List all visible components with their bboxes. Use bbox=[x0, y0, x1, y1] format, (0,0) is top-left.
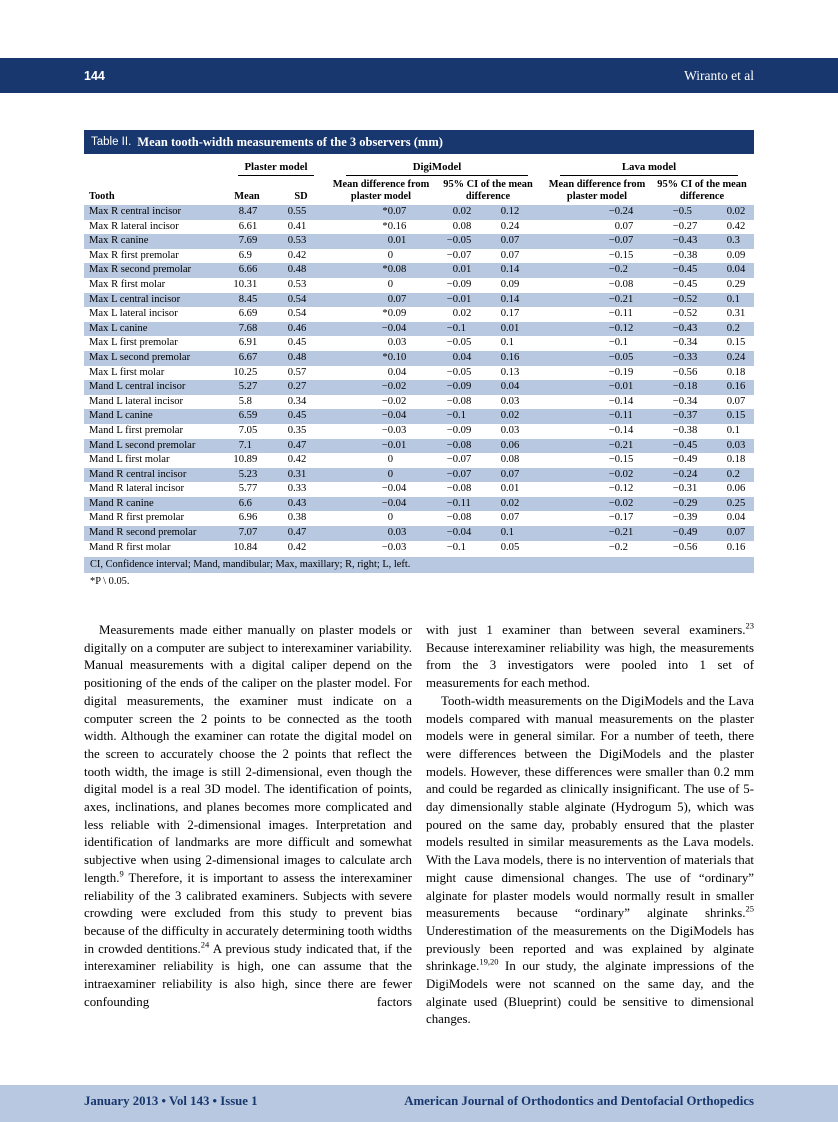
value-cell: −0 .45 bbox=[672, 439, 698, 451]
value-cell: 0 .04 bbox=[726, 264, 746, 276]
tooth-cell: Max L central incisor bbox=[89, 293, 181, 305]
value-cell: 5 .77 bbox=[238, 483, 258, 495]
table-row bbox=[84, 424, 754, 439]
value-cell: 0 .48 bbox=[287, 264, 307, 276]
value-cell: 0 .57 bbox=[287, 366, 307, 378]
value-cell: 0 .07 bbox=[500, 512, 520, 524]
group-rule bbox=[560, 175, 738, 176]
journal-footer bbox=[0, 1085, 838, 1122]
value-cell: −0 .29 bbox=[672, 497, 698, 509]
table-row bbox=[84, 278, 754, 293]
value-cell: 0 .08 bbox=[452, 220, 472, 232]
value-cell: 0 .12 bbox=[500, 206, 520, 217]
value-cell: 0 .03 bbox=[726, 439, 746, 451]
value-cell: 0 .06 bbox=[726, 483, 746, 495]
value-cell: 0 .01 bbox=[500, 483, 520, 495]
table-row bbox=[84, 511, 754, 526]
value-cell: 0 .01 bbox=[452, 264, 472, 276]
value-cell: 0 .02 bbox=[452, 308, 472, 320]
value-cell: −0 .02 bbox=[608, 468, 634, 480]
journal-name: American Journal of Orthodontics and Dentofacial Orthopedics bbox=[404, 1094, 754, 1108]
tooth-cell: Mand R first molar bbox=[89, 541, 171, 553]
column-header-tooth: Tooth bbox=[89, 190, 115, 202]
value-cell: 0 .1 bbox=[500, 527, 514, 539]
paragraph: with just 1 examiner than between several examiners.$^{23}$ Because interexaminer reliability was high, the measurements from the 3 investigators were pooled into 1 set of measurements for each method. bbox=[426, 620, 754, 691]
value-cell: 7 .07 bbox=[238, 527, 258, 539]
value-cell: 0 .24 bbox=[500, 220, 520, 232]
value-cell: 0 .1 bbox=[500, 337, 514, 349]
value-cell: −0 .01 bbox=[608, 381, 634, 393]
tooth-cell: Mand R central incisor bbox=[89, 468, 187, 480]
group-spacer bbox=[84, 161, 222, 176]
value-cell: 7 .05 bbox=[238, 424, 258, 436]
value-cell: −0 .07 bbox=[608, 235, 634, 247]
value-cell: 0 .34 bbox=[287, 395, 307, 407]
value-cell: −0 .21 bbox=[608, 439, 634, 451]
table-2-section bbox=[84, 130, 754, 587]
value-cell: 6 .66 bbox=[238, 264, 258, 276]
table-body bbox=[84, 205, 754, 555]
value-cell: 0 .03 bbox=[500, 395, 520, 407]
value-cell: 10 .31 bbox=[233, 278, 258, 290]
value-cell: 0 .04 bbox=[452, 351, 472, 363]
value-cell: −0 .11 bbox=[446, 497, 471, 509]
value-cell: 7 .69 bbox=[238, 235, 258, 247]
table-row bbox=[84, 351, 754, 366]
value-cell: −0 .12 bbox=[608, 322, 634, 334]
value-cell: 0 .42 bbox=[287, 454, 307, 466]
value-cell: −0 .12 bbox=[608, 483, 634, 495]
value-cell: 0 .01 bbox=[500, 322, 520, 334]
value-cell: *0 .08 bbox=[382, 264, 407, 276]
table-row bbox=[84, 526, 754, 541]
value-cell: −0 .49 bbox=[672, 454, 698, 466]
value-cell: 0 .07 bbox=[726, 395, 746, 407]
value-cell: 0 .41 bbox=[287, 220, 307, 232]
table-row bbox=[84, 263, 754, 278]
value-cell: 0 .07 bbox=[726, 527, 746, 539]
value-cell: −0 .04 bbox=[381, 322, 407, 334]
value-cell: −0 .49 bbox=[672, 527, 698, 539]
paragraph: Tooth-width measurements on the DigiModels and the Lava models compared with manual measurements on the plaster models were in general similar. For a number of teeth, there were differences between the DigiModels and the plaster models. However, these differences were smaller than 0.2 mm and could be regarded as clinically insignificant. The use of 5-day dimensionally stable alginate (Hydrogum 5), which was poured on the same day, probably ensured that the plaster models resulted in similar measurements as the Lava models. With the Lava models, there is no intervention of materials that might cause dimensional changes. The use of “ordinary” alginate for plaster models would normally result in smaller measurements because “ordinary” alginate shrinks.$^{25}$ Underestimation of the measurements on the DigiModels has previously been reported and was explained by alginate shrinkage.$^{19,20}$ In our study, the alginate impressions of the DigiModels were not scanned on the same day, and the alginate used (Blueprint) could be sensitive to dimensional changes. bbox=[426, 693, 754, 1027]
group-plaster-model bbox=[222, 161, 330, 176]
value-cell: −0 .03 bbox=[381, 424, 407, 436]
value-cell: 6 .59 bbox=[238, 410, 258, 422]
table-column-header-row bbox=[84, 179, 754, 205]
value-cell: 0 .2 bbox=[726, 468, 740, 480]
value-cell: −0 .07 bbox=[446, 454, 472, 466]
tooth-cell: Mand R second premolar bbox=[89, 527, 197, 539]
value-cell: 0 .07 bbox=[500, 235, 520, 247]
value-cell: 10 .25 bbox=[233, 366, 258, 378]
value-cell: −0 .1 bbox=[446, 322, 466, 334]
table-row bbox=[84, 307, 754, 322]
value-cell: 0 .2 bbox=[726, 322, 740, 334]
tooth-cell: Max L lateral incisor bbox=[89, 308, 178, 320]
value-cell: −0 .17 bbox=[608, 512, 634, 524]
article-body bbox=[84, 622, 754, 1029]
tooth-cell: Max R first premolar bbox=[89, 249, 179, 261]
table-row bbox=[84, 366, 754, 381]
value-cell: 0 .02 bbox=[726, 206, 746, 217]
table-row bbox=[84, 482, 754, 497]
table-row bbox=[84, 205, 754, 220]
value-cell: 0 bbox=[387, 468, 393, 480]
value-cell: 0 .07 bbox=[500, 249, 520, 261]
value-cell: −0 .24 bbox=[608, 206, 634, 217]
value-cell: −0 .33 bbox=[672, 351, 698, 363]
value-cell: −0 .18 bbox=[672, 381, 698, 393]
table-title-bar bbox=[84, 130, 754, 154]
tooth-cell: Mand L lateral incisor bbox=[89, 395, 184, 407]
table-row bbox=[84, 220, 754, 235]
reference-superscript: 25 bbox=[745, 903, 754, 914]
group-label: DigiModel bbox=[412, 161, 462, 173]
value-cell: 0 .48 bbox=[287, 351, 307, 363]
value-cell: 0 .16 bbox=[500, 351, 520, 363]
value-cell: 0 .53 bbox=[287, 235, 307, 247]
running-authors: Wiranto et al bbox=[684, 67, 754, 83]
value-cell: 0 .47 bbox=[287, 439, 307, 451]
value-cell: −0 .11 bbox=[608, 410, 633, 422]
value-cell: −0 .45 bbox=[672, 264, 698, 276]
table-group-header-row bbox=[84, 154, 754, 176]
value-cell: −0 .56 bbox=[672, 541, 698, 553]
value-cell: 0 .27 bbox=[287, 381, 307, 393]
column-header-lava-mean-diff: Mean difference from plaster model bbox=[548, 179, 646, 202]
value-cell: 0 .06 bbox=[500, 439, 520, 451]
value-cell: −0 .08 bbox=[446, 483, 472, 495]
value-cell: 0 .14 bbox=[500, 293, 520, 305]
value-cell: 0 .46 bbox=[287, 322, 307, 334]
value-cell: 0 .47 bbox=[287, 527, 307, 539]
value-cell: 0 .24 bbox=[726, 351, 746, 363]
table-row bbox=[84, 395, 754, 410]
value-cell: −0 .09 bbox=[446, 381, 472, 393]
tooth-cell: Max L canine bbox=[89, 322, 148, 334]
table-row bbox=[84, 322, 754, 337]
value-cell: −0 .02 bbox=[608, 497, 634, 509]
value-cell: −0 .09 bbox=[446, 424, 472, 436]
value-cell: 6 .91 bbox=[238, 337, 258, 349]
value-cell: 0 .55 bbox=[287, 206, 307, 217]
value-cell: 8 .47 bbox=[238, 206, 258, 217]
value-cell: −0 .38 bbox=[672, 249, 698, 261]
reference-superscript: 19,20 bbox=[479, 957, 499, 968]
value-cell: 0 .53 bbox=[287, 278, 307, 290]
value-cell: 0 .03 bbox=[387, 337, 407, 349]
value-cell: −0 .1 bbox=[608, 337, 628, 349]
value-cell: 6 .96 bbox=[238, 512, 258, 524]
value-cell: −0 .04 bbox=[381, 497, 407, 509]
value-cell: −0 .52 bbox=[672, 308, 698, 320]
value-cell: −0 .03 bbox=[381, 541, 407, 553]
value-cell: −0 .24 bbox=[672, 468, 698, 480]
table-row bbox=[84, 249, 754, 264]
tooth-cell: Max R lateral incisor bbox=[89, 220, 179, 232]
value-cell: 0 .45 bbox=[287, 337, 307, 349]
table-significance-note: *P \ 0.05. bbox=[90, 576, 130, 588]
value-cell: −0 .04 bbox=[381, 483, 407, 495]
tooth-cell: Mand R lateral incisor bbox=[89, 483, 185, 495]
value-cell: −0 .08 bbox=[446, 439, 472, 451]
value-cell: 0 .04 bbox=[500, 381, 520, 393]
tooth-cell: Max L first premolar bbox=[89, 337, 178, 349]
issue-info: January 2013 • Vol 143 • Issue 1 bbox=[84, 1094, 258, 1108]
value-cell: 0 .45 bbox=[287, 410, 307, 422]
value-cell: 0 .42 bbox=[726, 220, 746, 232]
column-header-digimodel-ci: 95% CI of the mean difference bbox=[443, 179, 533, 202]
value-cell: 7 .68 bbox=[238, 322, 258, 334]
value-cell: −0 .27 bbox=[672, 220, 698, 232]
value-cell: 6 .67 bbox=[238, 351, 258, 363]
value-cell: 0 .04 bbox=[726, 512, 746, 524]
value-cell: 0 .16 bbox=[726, 381, 746, 393]
table-row bbox=[84, 293, 754, 308]
table-row bbox=[84, 497, 754, 512]
value-cell: 0 bbox=[387, 278, 393, 290]
value-cell: −0 .11 bbox=[608, 308, 633, 320]
value-cell: −0 .2 bbox=[608, 541, 628, 553]
value-cell: 10 .84 bbox=[233, 541, 258, 553]
value-cell: 0 .02 bbox=[452, 206, 472, 217]
value-cell: −0 .15 bbox=[608, 249, 634, 261]
tooth-cell: Mand L second premolar bbox=[89, 439, 196, 451]
value-cell: 0 .29 bbox=[726, 278, 746, 290]
value-cell: 0 .33 bbox=[287, 483, 307, 495]
reference-superscript: 24 bbox=[200, 939, 210, 950]
value-cell: −0 .34 bbox=[672, 337, 698, 349]
value-cell: 8 .45 bbox=[238, 293, 258, 305]
tooth-cell: Max R canine bbox=[89, 235, 149, 247]
value-cell: 0 .13 bbox=[500, 366, 520, 378]
value-cell: 5 .23 bbox=[238, 468, 258, 480]
column-header-digimodel-mean-diff: Mean difference from plaster model bbox=[332, 179, 430, 202]
table-row bbox=[84, 234, 754, 249]
value-cell: 0 .42 bbox=[287, 541, 307, 553]
tooth-cell: Mand L canine bbox=[89, 410, 153, 422]
tooth-cell: Max R central incisor bbox=[89, 206, 182, 217]
tooth-cell: Mand R first premolar bbox=[89, 512, 185, 524]
value-cell: −0 .21 bbox=[608, 527, 634, 539]
value-cell: −0 .05 bbox=[446, 235, 472, 247]
value-cell: −0 .09 bbox=[446, 278, 472, 290]
tooth-cell: Max R first molar bbox=[89, 278, 166, 290]
value-cell: *0 .10 bbox=[382, 351, 407, 363]
value-cell: 0 .54 bbox=[287, 293, 307, 305]
value-cell: −0 .05 bbox=[608, 351, 634, 363]
paragraph: Measurements made either manually on plaster models or digitally on a computer are subject to interexaminer variability. Manual measurements with a digital caliper depend on the positioning of the ends of the caliper on the plaster model. For digital measurements, the examiner must indicate on a computer screen the 2 points to be connected as the tooth width. Although the examiner can rotate the digital model on the screen to accurately choose the 2 points that reflect the tooth width, the image is still 2-dimensional, even though the digital model is a real 3D model. The identification of points, axes, inclinations, and planes becomes more complicated and less reliable with 2-dimensional images. Interpretation and identification of landmarks are more difficult and somewhat subjective when using 2-dimensional images to calculate arch length.$^9$ Therefore, it is important to assess the interexaminer reliability of the 3 calibrated examiners. Subjects with severe crowding were excluded from this study to prevent bias because of the difficulty in accurately determining tooth widths in crowded dentitions.$^{24}$ A previous study indicated that, if the interexaminer reliability is high, one can assume that the intraexaminer reliability is also high, since there are fewer confounding factors bbox=[84, 623, 413, 1009]
table-row bbox=[84, 439, 754, 454]
value-cell: −0 .14 bbox=[608, 424, 634, 436]
value-cell: −0 .01 bbox=[381, 439, 407, 451]
value-cell: 0 .3 bbox=[726, 235, 740, 247]
value-cell: 0 .07 bbox=[387, 293, 407, 305]
value-cell: −0 .05 bbox=[446, 337, 472, 349]
tooth-cell: Mand L first molar bbox=[89, 454, 170, 466]
text-column-left bbox=[84, 622, 412, 1029]
value-cell: 6 .61 bbox=[238, 220, 258, 232]
value-cell: −0 .01 bbox=[446, 293, 472, 305]
value-cell: −0 .34 bbox=[672, 395, 698, 407]
tooth-cell: Mand L first premolar bbox=[89, 424, 184, 436]
value-cell: −0 .05 bbox=[446, 366, 472, 378]
table-footnote: CI, Confidence interval; Mand, mandibular; Max, maxillary; R, right; L, left. bbox=[84, 557, 754, 573]
value-cell: 0 .07 bbox=[614, 220, 634, 232]
reference-superscript: 23 bbox=[745, 620, 754, 631]
value-cell: 0 .02 bbox=[500, 497, 520, 509]
group-digimodel bbox=[330, 161, 544, 176]
value-cell: 0 bbox=[387, 454, 393, 466]
value-cell: 0 .1 bbox=[726, 424, 740, 436]
value-cell: −0 .37 bbox=[672, 410, 698, 422]
value-cell: −0 .31 bbox=[672, 483, 698, 495]
page-number: 144 bbox=[84, 68, 105, 83]
table-row bbox=[84, 541, 754, 556]
tooth-cell: Max L first molar bbox=[89, 366, 165, 378]
column-header-mean: Mean bbox=[234, 190, 260, 202]
table-row bbox=[84, 468, 754, 483]
table-label: Table II. bbox=[91, 136, 132, 148]
value-cell: −0 .1 bbox=[446, 541, 466, 553]
value-cell: −0 .2 bbox=[608, 264, 628, 276]
tooth-cell: Max R second premolar bbox=[89, 264, 192, 276]
value-cell: 0 .14 bbox=[500, 264, 520, 276]
value-cell: 6 .69 bbox=[238, 308, 258, 320]
value-cell: −0 .21 bbox=[608, 293, 634, 305]
value-cell: 0 .15 bbox=[726, 410, 746, 422]
value-cell: 0 .05 bbox=[500, 541, 520, 553]
value-cell: 0 .54 bbox=[287, 308, 307, 320]
value-cell: 5 .8 bbox=[238, 395, 252, 407]
value-cell: −0 .38 bbox=[672, 424, 698, 436]
value-cell: 0 .09 bbox=[500, 278, 520, 290]
value-cell: −0 .02 bbox=[381, 395, 407, 407]
group-lava-model bbox=[544, 161, 754, 176]
column-header-sd: SD bbox=[294, 190, 308, 202]
value-cell: −0 .1 bbox=[446, 410, 466, 422]
value-cell: −0 .14 bbox=[608, 395, 634, 407]
value-cell: 0 .16 bbox=[726, 541, 746, 553]
value-cell: 6 .6 bbox=[238, 497, 252, 509]
table-row bbox=[84, 336, 754, 351]
value-cell: 0 .35 bbox=[287, 424, 307, 436]
value-cell: −0 .5 bbox=[672, 206, 692, 217]
value-cell: 0 .17 bbox=[500, 308, 520, 320]
value-cell: 0 .15 bbox=[726, 337, 746, 349]
tooth-cell: Mand L central incisor bbox=[89, 381, 186, 393]
value-cell: 7 .1 bbox=[238, 439, 252, 451]
tooth-cell: Max L second premolar bbox=[89, 351, 191, 363]
table-row bbox=[84, 380, 754, 395]
value-cell: 0 .43 bbox=[287, 497, 307, 509]
text-column-right bbox=[426, 622, 754, 1029]
column-header-lava-ci: 95% CI of the mean difference bbox=[657, 179, 747, 202]
group-rule bbox=[346, 175, 528, 176]
value-cell: 0 .02 bbox=[500, 410, 520, 422]
value-cell: 0 .07 bbox=[500, 468, 520, 480]
group-label: Plaster model bbox=[244, 161, 308, 173]
value-cell: 0 .03 bbox=[500, 424, 520, 436]
value-cell: 0 .25 bbox=[726, 497, 746, 509]
value-cell: 5 .27 bbox=[238, 381, 258, 393]
reference-superscript: 9 bbox=[119, 868, 124, 879]
value-cell: 0 .18 bbox=[726, 366, 746, 378]
group-rule bbox=[238, 175, 314, 176]
value-cell: −0 .07 bbox=[446, 249, 472, 261]
value-cell: 10 .89 bbox=[233, 454, 258, 466]
table-row bbox=[84, 453, 754, 468]
value-cell: 6 .9 bbox=[238, 249, 252, 261]
value-cell: −0 .19 bbox=[608, 366, 634, 378]
value-cell: −0 .04 bbox=[381, 410, 407, 422]
value-cell: 0 .08 bbox=[500, 454, 520, 466]
value-cell: −0 .52 bbox=[672, 293, 698, 305]
value-cell: −0 .56 bbox=[672, 366, 698, 378]
value-cell: −0 .08 bbox=[446, 395, 472, 407]
value-cell: *0 .07 bbox=[382, 206, 407, 217]
value-cell: 0 .03 bbox=[387, 527, 407, 539]
value-cell: −0 .02 bbox=[381, 381, 407, 393]
value-cell: 0 .09 bbox=[726, 249, 746, 261]
value-cell: −0 .07 bbox=[446, 468, 472, 480]
value-cell: −0 .08 bbox=[608, 278, 634, 290]
value-cell: −0 .43 bbox=[672, 322, 698, 334]
value-cell: *0 .16 bbox=[382, 220, 407, 232]
value-cell: 0 bbox=[387, 249, 393, 261]
value-cell: 0 .38 bbox=[287, 512, 307, 524]
value-cell: 0 .18 bbox=[726, 454, 746, 466]
table-title: Mean tooth-width measurements of the 3 observers (mm) bbox=[137, 134, 443, 149]
value-cell: −0 .08 bbox=[446, 512, 472, 524]
table-row bbox=[84, 409, 754, 424]
value-cell: *0 .09 bbox=[382, 308, 407, 320]
value-cell: −0 .15 bbox=[608, 454, 634, 466]
value-cell: 0 .1 bbox=[726, 293, 740, 305]
value-cell: −0 .43 bbox=[672, 235, 698, 247]
value-cell: 0 .42 bbox=[287, 249, 307, 261]
value-cell: 0 .04 bbox=[387, 366, 407, 378]
running-head bbox=[0, 58, 838, 93]
value-cell: −0 .39 bbox=[672, 512, 698, 524]
tooth-cell: Mand R canine bbox=[89, 497, 154, 509]
value-cell: 0 bbox=[387, 512, 393, 524]
value-cell: 0 .01 bbox=[387, 235, 407, 247]
group-label: Lava model bbox=[621, 161, 677, 173]
value-cell: 0 .31 bbox=[726, 308, 746, 320]
value-cell: 0 .31 bbox=[287, 468, 307, 480]
value-cell: −0 .04 bbox=[446, 527, 472, 539]
value-cell: −0 .45 bbox=[672, 278, 698, 290]
